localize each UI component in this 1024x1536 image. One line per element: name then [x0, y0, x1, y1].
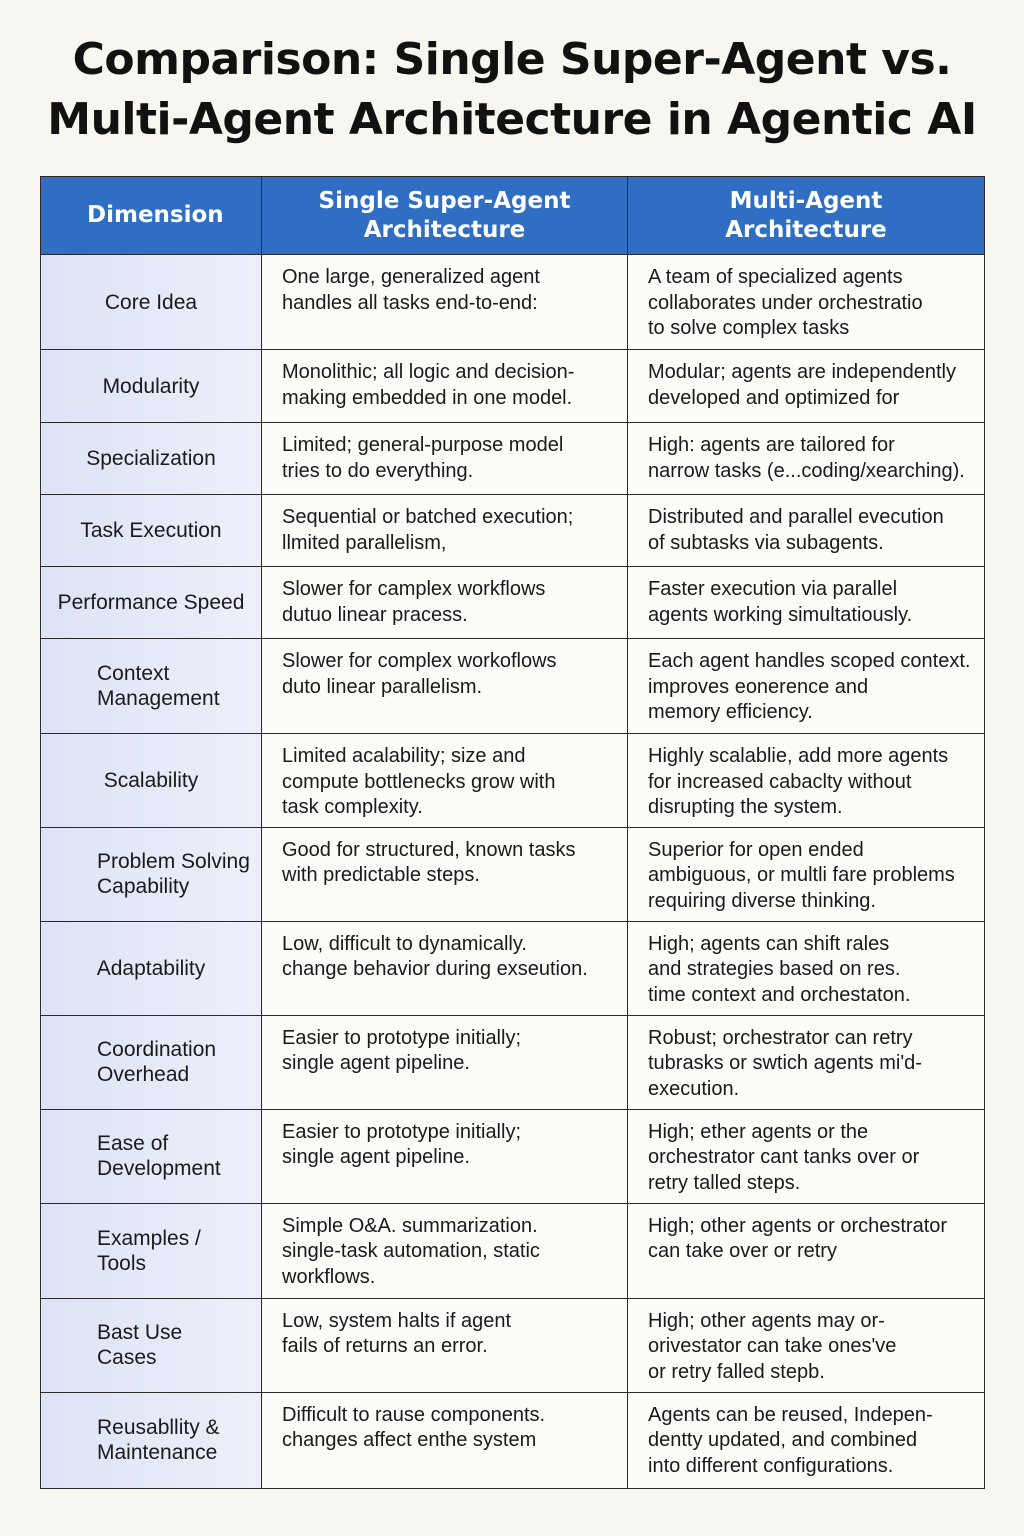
multi-agent-cell-line: Superior for open ended: [648, 838, 864, 861]
single-agent-cell: [262, 921, 628, 1015]
single-agent-cell-line: Good for structured, known tasks: [282, 838, 576, 861]
single-agent-cell: [262, 567, 628, 639]
multi-agent-cell-line: Agents can be reused, Indepen-: [648, 1403, 933, 1426]
single-agent-cell-line: Easier to prototype initially;: [282, 1120, 522, 1143]
single-agent-cell-line: single agent pipeline.: [282, 1146, 470, 1168]
single-agent-cell-line: workflows.: [282, 1265, 376, 1288]
multi-agent-cell-line: agents working simultatiously.: [648, 603, 913, 626]
table-row: [41, 495, 985, 567]
single-agent-cell-line: fails of returns an error.: [282, 1335, 488, 1357]
single-agent-cell-line: dutuo linear pracess.: [282, 603, 468, 626]
single-agent-cell-line: changes affect enthe system: [282, 1429, 537, 1451]
dimension-cell-line: Performance Speed: [57, 591, 245, 614]
header-single-agent-line-1: Single Super-Agent: [318, 187, 571, 214]
multi-agent-cell-line: orivestator can take ones've: [648, 1335, 897, 1357]
table-row: [41, 1298, 985, 1392]
single-agent-cell-line: with predictable steps.: [282, 864, 480, 886]
table-row: [41, 827, 985, 921]
multi-agent-cell-line: narrow tasks (e...coding/xearching).: [648, 459, 965, 482]
multi-agent-cell: [628, 734, 985, 828]
single-agent-cell-line: Low, difficult to dynamically.: [282, 932, 527, 955]
dimension-cell-line: Adaptability: [96, 956, 206, 980]
multi-agent-cell-line: High; ether agents or the: [648, 1120, 869, 1143]
single-agent-cell-line: Slower for camplex workflows: [282, 578, 546, 600]
multi-agent-cell: [628, 567, 985, 639]
dimension-cell-line: Development: [97, 1157, 221, 1180]
multi-agent-cell-line: Robust; orchestrator can retry: [648, 1026, 913, 1049]
multi-agent-cell-line: High: agents are tailored for: [648, 434, 895, 456]
single-agent-cell: [262, 1203, 628, 1298]
dimension-cell: [41, 255, 262, 350]
multi-agent-cell-line: to solve complex tasks: [648, 317, 850, 339]
single-agent-cell-line: Limited; general-purpose model: [282, 434, 564, 456]
page-title: [0, 30, 1024, 150]
dimension-cell: [41, 1298, 262, 1392]
table-row: [41, 1203, 985, 1298]
single-agent-cell: [262, 639, 628, 734]
multi-agent-cell-line: collaborates under orchestratio: [648, 291, 923, 314]
table-header: [41, 177, 985, 255]
single-agent-cell-line: duto linear parallelism.: [282, 675, 483, 698]
multi-agent-cell-line: and strategies based on res.: [648, 958, 901, 980]
single-agent-cell-line: Low, system halts if agent: [282, 1309, 512, 1332]
header-dimension-label: Dimension: [87, 202, 224, 228]
dimension-cell: [41, 1203, 262, 1298]
multi-agent-cell: [628, 639, 985, 734]
single-agent-cell-line: Sequential or batched execution;: [282, 506, 574, 528]
multi-agent-cell: [628, 255, 985, 350]
multi-agent-cell-line: High; other agents or orchestrator: [648, 1214, 948, 1237]
single-agent-cell: [262, 1015, 628, 1109]
single-agent-cell: [262, 423, 628, 495]
multi-agent-cell-line: Modular; agents are independently: [648, 361, 956, 383]
header-multi-agent: [628, 177, 985, 255]
multi-agent-cell: [628, 495, 985, 567]
multi-agent-cell: [628, 1109, 985, 1203]
table-row: [41, 350, 985, 423]
page-title-line-2: Multi-Agent Architecture in Agentic AI: [47, 94, 977, 145]
multi-agent-cell-line: execution.: [648, 1077, 740, 1100]
header-row: [41, 177, 985, 255]
multi-agent-cell-line: Highly scalablie, add more agents: [648, 745, 949, 767]
single-agent-cell-line: Simple O&A. summarization.: [282, 1214, 538, 1237]
dimension-cell-line: Modularity: [102, 374, 200, 398]
table-row: [41, 921, 985, 1015]
header-multi-agent-line-1: Multi-Agent: [729, 187, 883, 214]
multi-agent-cell-line: requiring diverse thinking.: [648, 889, 876, 912]
dimension-cell-line: Context: [97, 662, 170, 685]
multi-agent-cell-line: Distributed and parallel evecution: [648, 506, 944, 528]
dimension-cell-line: Problem Solving: [97, 850, 250, 873]
table-row: [41, 734, 985, 828]
multi-agent-cell-line: can take over or retry: [648, 1240, 837, 1262]
multi-agent-cell: [628, 1015, 985, 1109]
dimension-cell-line: Specialization: [86, 447, 216, 470]
multi-agent-cell-line: of subtasks via subagents.: [648, 531, 884, 554]
dimension-cell: [41, 827, 262, 921]
single-agent-cell-line: Slower for complex workoflows: [282, 650, 557, 672]
page-title-line-1: Comparison: Single Super-Agent vs.: [72, 34, 952, 85]
multi-agent-cell-line: memory efficiency.: [648, 701, 813, 723]
dimension-cell-line: Capability: [97, 875, 190, 898]
dimension-cell: [41, 423, 262, 495]
table-row: [41, 423, 985, 495]
dimension-cell-line: Coordination: [97, 1038, 217, 1061]
single-agent-cell-line: Easier to prototype initially;: [282, 1026, 522, 1049]
multi-agent-cell-line: for increased cabaclty without: [648, 770, 912, 793]
dimension-cell: [41, 1015, 262, 1109]
single-agent-cell: [262, 1109, 628, 1203]
multi-agent-cell-line: dentty updated, and combined: [648, 1429, 918, 1451]
multi-agent-cell-line: High; agents can shift rales: [648, 932, 890, 955]
dimension-cell-line: Ease of: [97, 1132, 169, 1155]
single-agent-cell-line: Limited acalability; size and: [282, 745, 526, 767]
dimension-cell-line: Reusabllity &: [97, 1416, 220, 1439]
multi-agent-cell-line: Faster execution via parallel: [648, 578, 898, 600]
dimension-cell: [41, 567, 262, 639]
table-row: [41, 255, 985, 350]
header-single-agent-line-2: Architecture: [363, 216, 526, 243]
single-agent-cell-line: handles all tasks end-to-end:: [282, 291, 538, 314]
multi-agent-cell: [628, 423, 985, 495]
dimension-cell-line: Maintenance: [97, 1441, 218, 1464]
single-agent-cell: [262, 350, 628, 423]
single-agent-cell-line: One large, generalized agent: [282, 266, 540, 288]
multi-agent-cell-line: time context and orchestaton.: [648, 983, 911, 1006]
single-agent-cell: [262, 827, 628, 921]
single-agent-cell-line: Monolithic; all logic and decision-: [282, 361, 575, 383]
single-agent-cell: [262, 1298, 628, 1392]
multi-agent-cell-line: A team of specialized agents: [648, 266, 903, 288]
single-agent-cell-line: llmited parallelism,: [282, 531, 447, 554]
multi-agent-cell: [628, 921, 985, 1015]
single-agent-cell-line: single agent pipeline.: [282, 1052, 470, 1074]
dimension-cell: [41, 921, 262, 1015]
single-agent-cell: [262, 734, 628, 828]
multi-agent-cell-line: disrupting the system.: [648, 796, 843, 818]
multi-agent-cell: [628, 1298, 985, 1392]
single-agent-cell-line: change behavior during exseution.: [282, 958, 588, 980]
table-body: [41, 255, 985, 1489]
multi-agent-cell-line: High; other agents may or-: [648, 1309, 885, 1332]
table-row: [41, 567, 985, 639]
dimension-cell-line: Cases: [97, 1346, 157, 1369]
header-multi-agent-line-2: Architecture: [725, 216, 887, 243]
dimension-cell: [41, 350, 262, 423]
single-agent-cell: [262, 255, 628, 350]
multi-agent-cell-line: ambiguous, or multli fare problems: [648, 864, 955, 886]
dimension-cell-line: Management: [97, 687, 220, 710]
multi-agent-cell-line: developed and optimized for: [648, 386, 900, 409]
dimension-cell: [41, 639, 262, 734]
multi-agent-cell: [628, 827, 985, 921]
dimension-cell: [41, 1392, 262, 1488]
table-row: [41, 1015, 985, 1109]
multi-agent-cell-line: retry talled steps.: [648, 1171, 801, 1194]
single-agent-cell-line: Difficult to rause components.: [282, 1403, 546, 1426]
multi-agent-cell-line: orchestrator cant tanks over or: [648, 1146, 920, 1168]
dimension-cell-line: Overhead: [97, 1063, 190, 1086]
header-single-agent: [262, 177, 628, 255]
single-agent-cell: [262, 495, 628, 567]
multi-agent-cell-line: or retry falled stepb.: [648, 1360, 825, 1383]
dimension-cell-line: Examples /: [97, 1226, 201, 1250]
dimension-cell: [41, 734, 262, 828]
single-agent-cell-line: tries to do everything.: [282, 459, 474, 482]
single-agent-cell-line: compute bottlenecks grow with: [282, 770, 556, 793]
comparison-table: [40, 176, 985, 1489]
multi-agent-cell: [628, 1203, 985, 1298]
dimension-cell-line: Core Idea: [104, 290, 198, 314]
dimension-cell-line: Scalability: [103, 768, 199, 792]
multi-agent-cell: [628, 350, 985, 423]
single-agent-cell: [262, 1392, 628, 1488]
table-row: [41, 639, 985, 734]
header-dimension: [41, 177, 262, 255]
dimension-cell: [41, 1109, 262, 1203]
single-agent-cell-line: making embedded in one model.: [282, 386, 573, 409]
multi-agent-cell-line: into different configurations.: [648, 1454, 894, 1477]
dimension-cell: [41, 495, 262, 567]
dimension-cell-line: Bast Use: [97, 1321, 183, 1344]
multi-agent-cell: [628, 1392, 985, 1488]
multi-agent-cell-line: Each agent handles scoped context.: [648, 650, 971, 672]
single-agent-cell-line: single-task automation, static: [282, 1240, 540, 1262]
table-row: [41, 1109, 985, 1203]
multi-agent-cell-line: improves eonerence and: [648, 675, 869, 698]
single-agent-cell-line: task complexity.: [282, 796, 423, 818]
dimension-cell-line: Task Execution: [80, 519, 222, 542]
dimension-cell-line: Tools: [97, 1251, 147, 1275]
table-row: [41, 1392, 985, 1488]
multi-agent-cell-line: tubrasks or swtich agents mi'd-: [648, 1052, 922, 1074]
